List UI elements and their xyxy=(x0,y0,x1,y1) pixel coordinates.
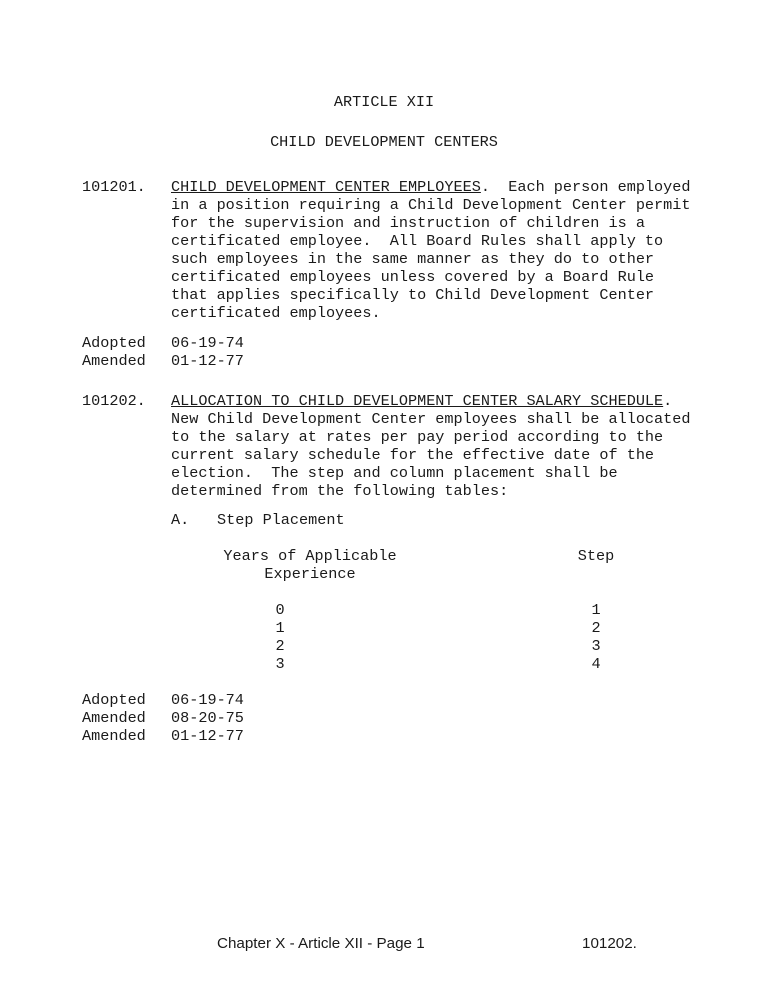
table-row: 0 xyxy=(275,601,285,619)
history-date: 01-12-77 xyxy=(171,727,244,745)
history-date: 01-12-77 xyxy=(171,352,244,370)
section-body xyxy=(171,178,711,322)
history-date: 08-20-75 xyxy=(171,709,244,727)
history-label: Amended xyxy=(82,709,146,727)
section-number: 101201. xyxy=(82,178,146,196)
table-header-step: Step xyxy=(577,547,615,565)
body-line: current salary schedule for the effective date of the xyxy=(171,446,655,464)
history-label: Amended xyxy=(82,352,146,370)
table-header-line: Experience xyxy=(264,565,356,583)
table-row: 4 xyxy=(591,655,601,673)
footer-section-ref: 101202. xyxy=(582,935,637,952)
history-label: Amended xyxy=(82,727,146,745)
history-date: 06-19-74 xyxy=(171,691,244,709)
section-body xyxy=(171,392,711,500)
subsection-letter: A. xyxy=(171,511,190,529)
section-heading: CHILD DEVELOPMENT CENTER EMPLOYEES xyxy=(171,178,481,196)
table-row: 1 xyxy=(591,601,601,619)
body-line: . Each person employed xyxy=(480,178,691,196)
body-line: certificated employee. All Board Rules shall apply to xyxy=(171,232,664,250)
body-line: determined from the following tables: xyxy=(171,482,509,500)
body-line: to the salary at rates per pay period according to the xyxy=(171,428,664,446)
table-row: 2 xyxy=(591,619,601,637)
body-line: that applies specifically to Child Development Center xyxy=(171,286,655,304)
table-header-line: Years of Applicable xyxy=(223,547,397,565)
history-date: 06-19-74 xyxy=(171,334,244,352)
history-label: Adopted xyxy=(82,691,146,709)
section-heading: ALLOCATION TO CHILD DEVELOPMENT CENTER SALARY SCHEDULE xyxy=(171,392,664,410)
body-line: election. The step and column placement shall be xyxy=(171,464,618,482)
body-line: for the supervision and instruction of children is a xyxy=(171,214,645,232)
body-line: in a position requiring a Child Development Center permit xyxy=(171,196,691,214)
table-row: 2 xyxy=(275,637,285,655)
table-header-years xyxy=(200,547,420,583)
footer-page-label: Chapter X - Article XII - Page 1 xyxy=(217,935,425,952)
article-number: ARTICLE XII xyxy=(333,93,435,111)
subsection-title: Step Placement xyxy=(217,511,345,529)
body-line: certificated employees unless covered by a Board Rule xyxy=(171,268,655,286)
body-line: certificated employees. xyxy=(171,304,381,322)
table-row: 3 xyxy=(275,655,285,673)
article-title: CHILD DEVELOPMENT CENTERS xyxy=(270,133,498,151)
table-row: 3 xyxy=(591,637,601,655)
history-label: Adopted xyxy=(82,334,146,352)
section-number: 101202. xyxy=(82,392,146,410)
table-row: 1 xyxy=(275,619,285,637)
body-line: such employees in the same manner as they do to other xyxy=(171,250,655,268)
body-line: . xyxy=(663,392,673,410)
body-line: New Child Development Center employees shall be allocated xyxy=(171,410,691,428)
